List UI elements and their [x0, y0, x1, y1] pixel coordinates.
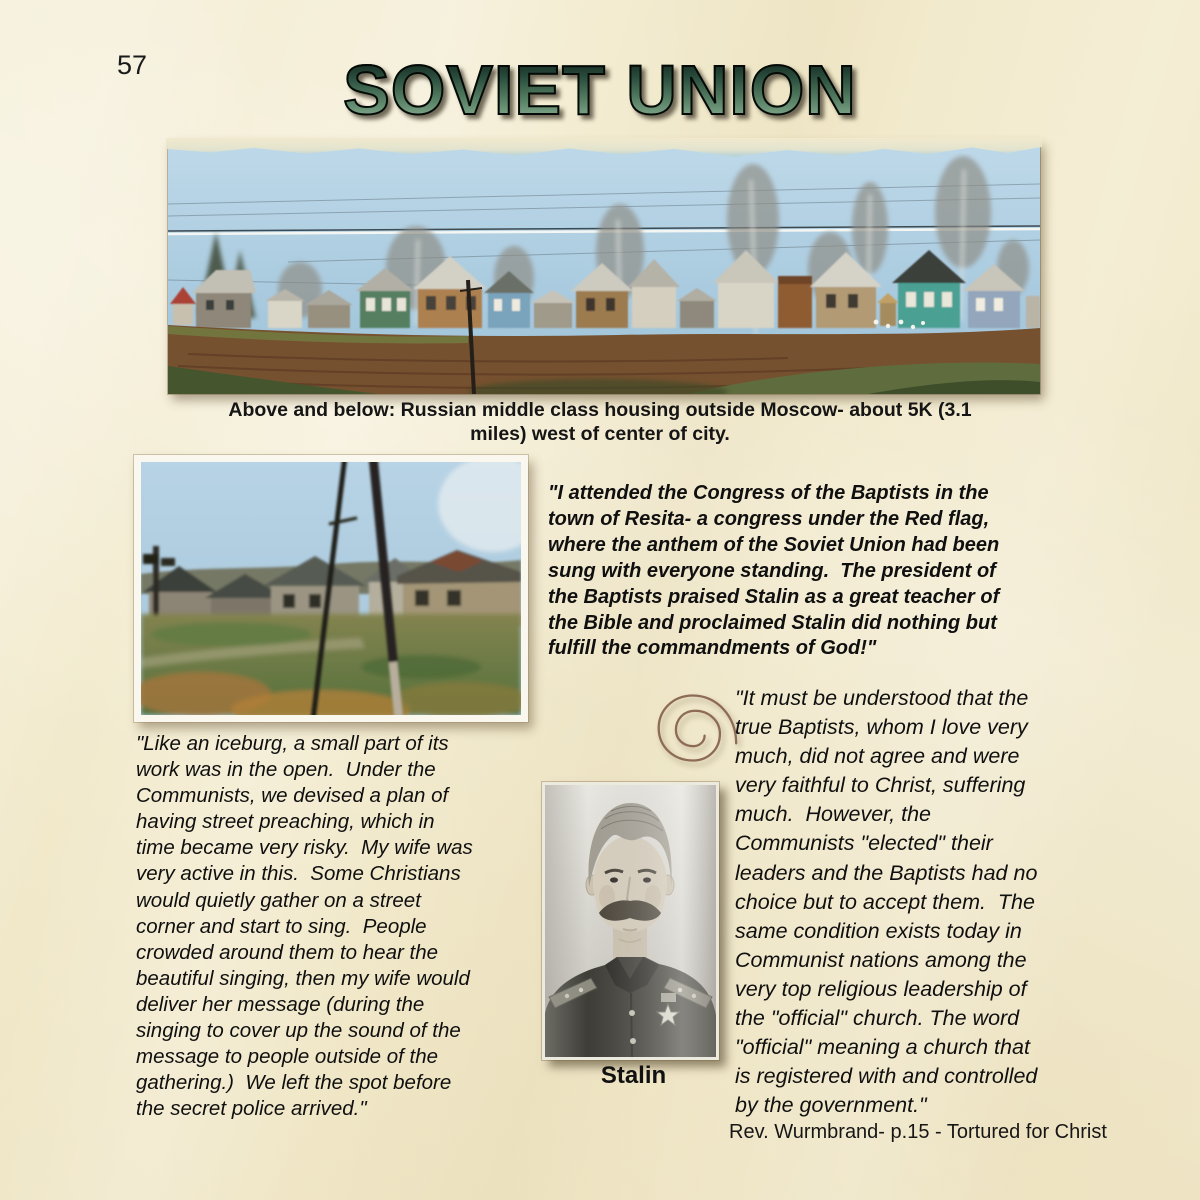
photo-vignette [545, 785, 716, 1057]
village-closeup-illustration [141, 462, 521, 715]
stalin-caption: Stalin [600, 1062, 667, 1089]
stalin-portrait-photo [542, 782, 719, 1060]
iceberg-quote: "Like an iceburg, a small part of its work was in the open. Under the Communists, we devised a plan of having street preaching, which in time became very risky. My wife was very active in this. Some Christians would quietly gather on a street corner and start to sing. People crowded around them to hear the beautiful singing, then my wife would deliver her message (during the singing to cover up the sound of the message to people outside of the gathering.) We left the spot before the secret police arrived." [136, 732, 473, 1121]
congress-quote: "I attended the Congress of the Baptists in the town of Resita- a congress under the Red flag, where the anthem of the Soviet Union had been sung with everyone standing. The president of the Baptists praised Stalin as a great teacher of the Bible and proclaimed Stalin did nothing but fulfill the commandments of God!" [548, 482, 1000, 660]
page-title: SOVIET UNION [0, 50, 1200, 130]
stalin-portrait-illustration [545, 785, 716, 1057]
baptists-quote: "It must be understood that the true Baptists, whom I love very much, did not agree and were very faithful to Christ, suffering much. However, the Communists "elected" their leaders and the Baptists had no choice but to accept them. The same condition exists today in Communist nations among the very top religious leadership of the "official" church. The word "official" meaning a church that is registered with and controlled by the government." [735, 686, 1038, 1118]
grass-foreground [141, 614, 521, 715]
village-closeup-photo [134, 455, 528, 722]
source-attribution: Rev. Wurmbrand- p.15 - Tortured for Christ [729, 1121, 1107, 1143]
top-photo-caption: Above and below: Russian middle class housing outside Moscow- about 5K (3.1 miles) west of center of city. [228, 399, 972, 445]
spiral-icon [650, 684, 742, 772]
village-panorama-illustration [168, 140, 1040, 394]
village-panorama-photo [168, 140, 1040, 394]
